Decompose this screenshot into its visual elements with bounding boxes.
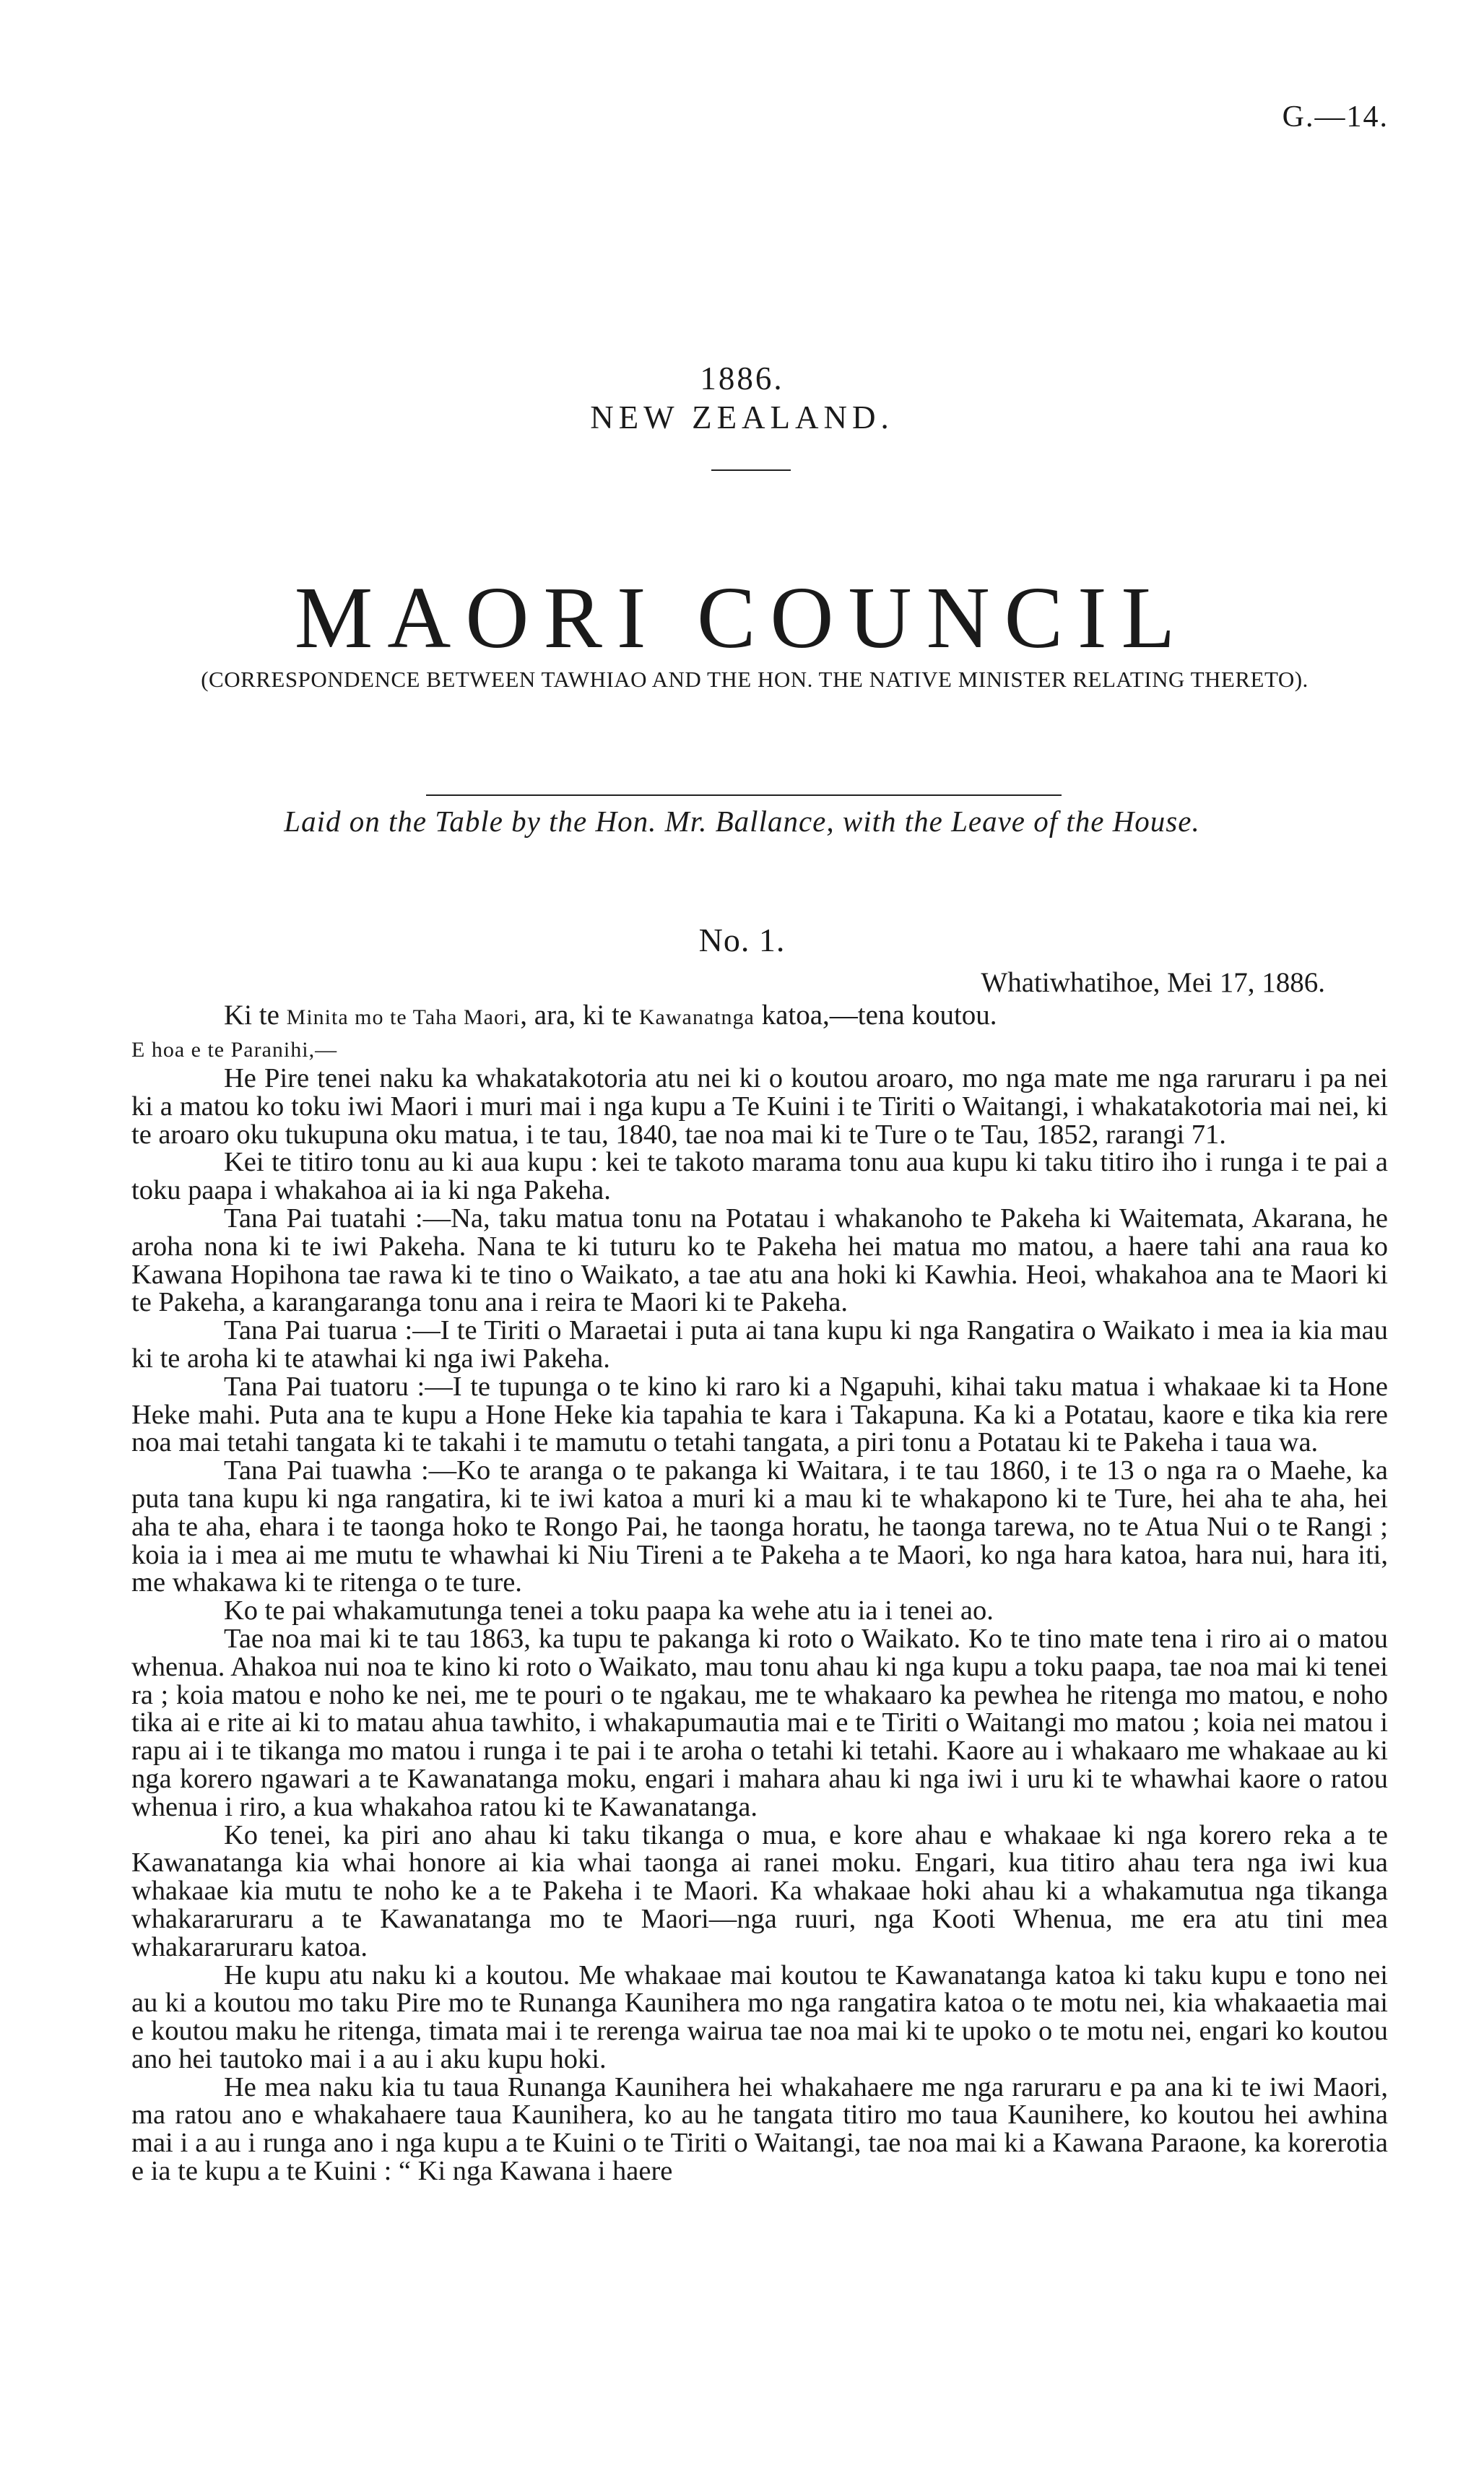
address-government: Kawanatnga <box>638 1005 755 1029</box>
title-divider-long <box>426 794 1062 796</box>
paragraph: Tana Pai tuawha :—Ko te aranga o te pakanga ki Waitara, i te tau 1860, i te 13 o nga ra o Maehe, ka puta tana kupu ki nga rangatira, ki te iwi katoa a muri ki a mau ki te whakapono ki te Ture, hei aha te aha, hei aha te aha, ehara i te taonga hoko te Rongo Pai, he taonga horatu, he taonga tarewa, no te Atua Nui o te Rangi ; koia ia i mea ai me mutu te whawhai ki Niu Tireni a te Pakeha a te Maori, ko nga hara katoa, hara nui, hara iti, me whakawa ki te ritenga o te ture. <box>131 1455 1388 1598</box>
paragraph: Ko tenei, ka piri ano ahau ki taku tikanga o mua, e kore ahau e whakaae ki nga korero reka a te Kawanatanga kia whai honore ai kia whai taonga ai ranei moku. Engari, kua titiro ahau tera nga iwi kua whakaae kia mutu te noho ke a te Pakeha i te Maori. Ka whakaae hoki ahau ki a whakamutua nga tikanga whakararuraru a te Kawanatanga mo te Maori—nga ruuri, nga Kooti Whenua, me era atu tini mea whakararuraru katoa. <box>131 1819 1388 1962</box>
paragraph: He mea naku kia tu taua Runanga Kaunihera hei whakahaere me nga raruraru e pa ana ki te iwi Maori, ma ratou ano e whakahaere taua Kaunihera, ko au he tangata titiro mo taua Kaunihere, ko koutou hei awhina mai i a au i runga ano i nga kupu a te Kuini o te Tiriti o Waitangi, tae noa mai ki a Kawana Paraone, ka korerotia e ia te kupu a te Kuini : “ Ki nga Kawana i haere <box>131 2071 1388 2187</box>
paragraph: Ko te pai whakamutunga tenei a toku paapa ka wehe atu ia i tenei ao. <box>224 1595 994 1626</box>
document-year: 1886. <box>700 360 784 397</box>
salutation: E hoa e te Paranihi,— <box>131 1038 338 1062</box>
address-middle: , ara, ki te <box>520 1000 639 1031</box>
paragraph: Tana Pai tuarua :—I te Tiriti o Maraetai i puta ai tana kupu ki nga Rangatira o Waikato i mea ia kia mau ki te aroha ki te atawhai ki nga iwi Pakeha. <box>131 1315 1388 1374</box>
subtitle: (CORRESPONDENCE BETWEEN TAWHIAO AND THE HON. THE NATIVE MINISTER RELATING THERETO). <box>201 667 1309 692</box>
paragraph: He Pire tenei naku ka whakatakotoria atu nei ki o koutou aroaro, mo nga mate me nga raruraru i pa nei ki a matou ko toku iwi Maori i muri mai i nga kupu a Te Kuini i te Tiriti o Waitangi, i whakatakotoria mai nei, ki te aroaro oku tukupuna oku matua, i te tau, 1840, tae noa mai ki te Ture o te Tau, 1852, rarangi 71. <box>131 1063 1388 1150</box>
place-date: Whatiwhatihoe, Mei 17, 1886. <box>981 967 1325 998</box>
main-title: MAORI COUNCIL <box>294 569 1190 667</box>
paragraph: Tae noa mai ki te tau 1863, ka tupu te pakanga ki roto o Waikato. Ko te tino mate tena i riro ai o matou whenua. Ahakoa nui noa te kino ki roto o Waikato, mau tonu ahau ki nga kupu a toku paapa, tae noa mai ki tenei ra ; koia matou e noho ke nei, me te pouri o te ngakau, me te whakaaro ka pewhea he ritenga mo matou, e noho tika ai e rite ai ki to matau ahua tawhito, i whakapumautia mai e te Tiriti o Waitangi mo matou ; koia nei matou i rapu ai i te tikanga mo matou i runga i te pai i te aroha o tetahi ki tetahi. Kaore au i whakaaro me whakaae au ki nga korero ngawari a te Kawanatanga moku, engari i mahara ahau ki nga iwi i uru ki te whawhai kaore o ratou whenua i riro, a kua whakahoa ratou ki te Kawanatanga. <box>131 1623 1388 1822</box>
page-number: G.—14. <box>1282 100 1389 134</box>
address-prefix: Ki te <box>224 1000 287 1031</box>
paragraph: Kei te titiro tonu au ki aua kupu : kei te takoto marama tonu aua kupu ki taku titiro iho i runga i te pai a toku paapa i whakahoa ai ia ki nga Pakeha. <box>131 1147 1388 1206</box>
paragraph: He kupu atu naku ki a koutou. Me whakaae mai koutou te Kawanatanga katoa ki taku kupu e tono nei au ki a koutou mo taku Pire mo te Runanga Kaunihera mo nga rangatira katoa o te motu nei, kia whakaaetia mai e koutou maku he ritenga, timata mai i te rerenga wairua tae noa mai ki te upoko o te motu nei, engari ko koutou ano hei tautoko mai i a au i aku kupu hoki. <box>131 1959 1388 2074</box>
laid-on-table-line: Laid on the Table by the Hon. Mr. Ballance, with the Leave of the House. <box>284 805 1200 838</box>
title-divider-short <box>711 469 791 471</box>
address-suffix: katoa,—tena koutou. <box>754 1000 997 1031</box>
paragraph: Tana Pai tuatahi :—Na, taku matua tonu na Potatau i whakanoho te Pakeha ki Waitemata, Akarana, he aroha nona ki te iwi Pakeha. Nana te ki tuturu ko te Pakeha hei matua mo matou, a haere tahi ana raua ko Kawana Hopihona tae rawa ki te tino o Waikato, a tae atu ana hoki ki Kawhia. Heoi, whakahoa ana te Maori ki te Pakeha, a karangaranga tonu ana i reira te Maori ki te Pakeha. <box>131 1203 1388 1318</box>
letter-body <box>131 1065 1388 2185</box>
address-line <box>224 999 997 1031</box>
document-number: No. 1. <box>698 922 786 958</box>
country-heading: NEW ZEALAND. <box>590 399 894 436</box>
paragraph: Tana Pai tuatoru :—I te tupunga o te kino ki raro ki a Ngapuhi, kihai taku matua i whakaae ki ta Hone Heke mahi. Puta ana te kupu a Hone Heke kia tapahia te kara i Takapuna. Ka ki a Potatau, kaore e tika kia rere noa mai tetahi tangata ki te takahi i te mamutu o tetahi tangata, a piri tonu a Potatau ki te Pakeha i taua wa. <box>131 1371 1388 1458</box>
address-recipient: Minita mo te Taha Maori <box>286 1005 521 1029</box>
